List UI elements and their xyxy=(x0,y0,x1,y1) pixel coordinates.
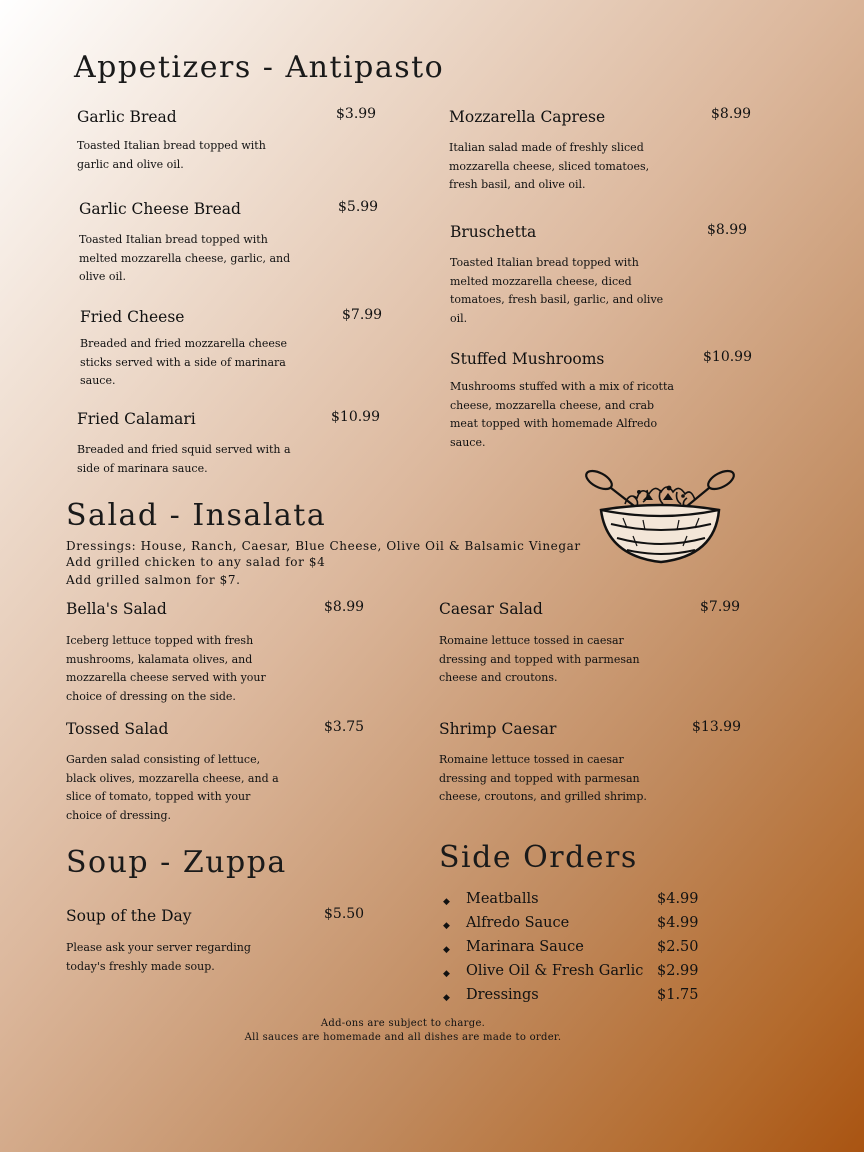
diamond-bullet-icon: ◆ xyxy=(443,897,450,907)
item-price-fried-calamari: $10.99 xyxy=(331,409,380,425)
diamond-bullet-icon: ◆ xyxy=(443,993,450,1003)
item-price-stuffed-mushrooms: $10.99 xyxy=(703,349,752,365)
item-name-bellas-salad: Bella's Salad xyxy=(66,600,167,618)
item-price-mozzarella-caprese: $8.99 xyxy=(711,106,752,122)
item-desc-garlic-cheese-bread: Toasted Italian bread topped with melted mozzarella cheese, garlic, and olive oil. xyxy=(79,233,291,283)
list-item xyxy=(443,915,713,939)
item-name-stuffed-mushrooms: Stuffed Mushrooms xyxy=(450,350,605,368)
side-price: $4.99 xyxy=(657,891,699,907)
list-item xyxy=(443,987,713,1011)
item-name-caesar-salad: Caesar Salad xyxy=(439,600,543,618)
item-desc-fried-cheese: Breaded and fried mozzarella cheese sticks served with a side of marinara sauce. xyxy=(80,337,288,387)
item-name-tossed-salad: Tossed Salad xyxy=(66,720,169,738)
item-name-bruschetta: Bruschetta xyxy=(450,223,537,241)
item-name-shrimp-caesar: Shrimp Caesar xyxy=(439,720,557,738)
salad-bowl-icon xyxy=(583,466,739,566)
appetizers-title: Appetizers - Antipasto xyxy=(74,50,445,85)
item-price-garlic-cheese-bread: $5.99 xyxy=(338,199,379,215)
item-price-caesar-salad: $7.99 xyxy=(700,599,741,615)
diamond-bullet-icon: ◆ xyxy=(443,945,450,955)
diamond-bullet-icon: ◆ xyxy=(443,969,450,979)
diamond-bullet-icon: ◆ xyxy=(443,921,450,931)
item-price-bruschetta: $8.99 xyxy=(707,222,748,238)
item-desc-shrimp-caesar: Romaine lettuce tossed in caesar dressing and topped with parmesan cheese, croutons, and grilled shrimp. xyxy=(439,753,647,803)
item-desc-mozzarella-caprese: Italian salad made of freshly sliced mozzarella cheese, sliced tomatoes, fresh basil, and olive oil. xyxy=(449,141,650,191)
side-name: Olive Oil & Fresh Garlic xyxy=(466,963,644,979)
salad-title: Salad - Insalata xyxy=(66,498,327,533)
list-item xyxy=(443,939,713,963)
list-item xyxy=(443,963,713,987)
salad-addon-salmon: Add grilled salmon for $7. xyxy=(66,573,241,587)
salad-dressings: Dressings: House, Ranch, Caesar, Blue Cheese, Olive Oil & Balsamic Vinegar xyxy=(66,539,581,553)
footer-note xyxy=(200,1017,606,1045)
item-price-soup-of-the-day: $5.50 xyxy=(324,906,365,922)
item-price-fried-cheese: $7.99 xyxy=(342,307,383,323)
list-item xyxy=(443,891,713,915)
item-name-garlic-cheese-bread: Garlic Cheese Bread xyxy=(79,200,241,218)
footer-line-1: Add-ons are subject to charge. xyxy=(320,1018,486,1029)
item-price-shrimp-caesar: $13.99 xyxy=(692,719,741,735)
item-name-soup-of-the-day: Soup of the Day xyxy=(66,907,192,925)
side-name: Dressings xyxy=(466,987,539,1003)
item-name-garlic-bread: Garlic Bread xyxy=(77,108,177,126)
salad-addon-chicken: Add grilled chicken to any salad for $4 xyxy=(66,555,326,569)
side-orders-title: Side Orders xyxy=(439,840,638,875)
item-desc-fried-calamari: Breaded and fried squid served with a side of marinara sauce. xyxy=(77,443,291,475)
item-price-bellas-salad: $8.99 xyxy=(324,599,365,615)
item-desc-bruschetta: Toasted Italian bread topped with melted mozzarella cheese, diced tomatoes, fresh basil, garlic, and olive oil. xyxy=(450,256,664,325)
side-name: Alfredo Sauce xyxy=(466,915,570,931)
side-price: $2.99 xyxy=(657,963,699,979)
item-desc-garlic-bread: Toasted Italian bread topped with garlic and olive oil. xyxy=(77,139,266,171)
item-desc-bellas-salad: Iceberg lettuce topped with fresh mushrooms, kalamata olives, and mozzarella cheese served with your choice of dressing on the side. xyxy=(66,634,266,703)
item-name-fried-calamari: Fried Calamari xyxy=(77,410,196,428)
soup-title: Soup - Zuppa xyxy=(66,845,287,880)
item-name-fried-cheese: Fried Cheese xyxy=(80,308,185,326)
side-price: $2.50 xyxy=(657,939,699,955)
side-price: $4.99 xyxy=(657,915,699,931)
side-name: Marinara Sauce xyxy=(466,939,584,955)
side-price: $1.75 xyxy=(657,987,699,1003)
side-name: Meatballs xyxy=(466,891,539,907)
item-desc-soup-of-the-day: Please ask your server regarding today's freshly made soup. xyxy=(66,941,251,973)
item-desc-stuffed-mushrooms: Mushrooms stuffed with a mix of ricotta cheese, mozzarella cheese, and crab meat topped with homemade Alfredo sauce. xyxy=(450,380,674,449)
item-price-garlic-bread: $3.99 xyxy=(336,106,377,122)
item-desc-tossed-salad: Garden salad consisting of lettuce, black olives, mozzarella cheese, and a slice of tomato, topped with your choice of dressing. xyxy=(66,753,279,822)
item-desc-caesar-salad: Romaine lettuce tossed in caesar dressing and topped with parmesan cheese and croutons. xyxy=(439,634,640,684)
footer-line-2: All sauces are homemade and all dishes are made to order. xyxy=(244,1032,562,1043)
item-price-tossed-salad: $3.75 xyxy=(324,719,365,735)
side-orders-list xyxy=(443,891,713,1011)
item-name-mozzarella-caprese: Mozzarella Caprese xyxy=(449,108,606,126)
